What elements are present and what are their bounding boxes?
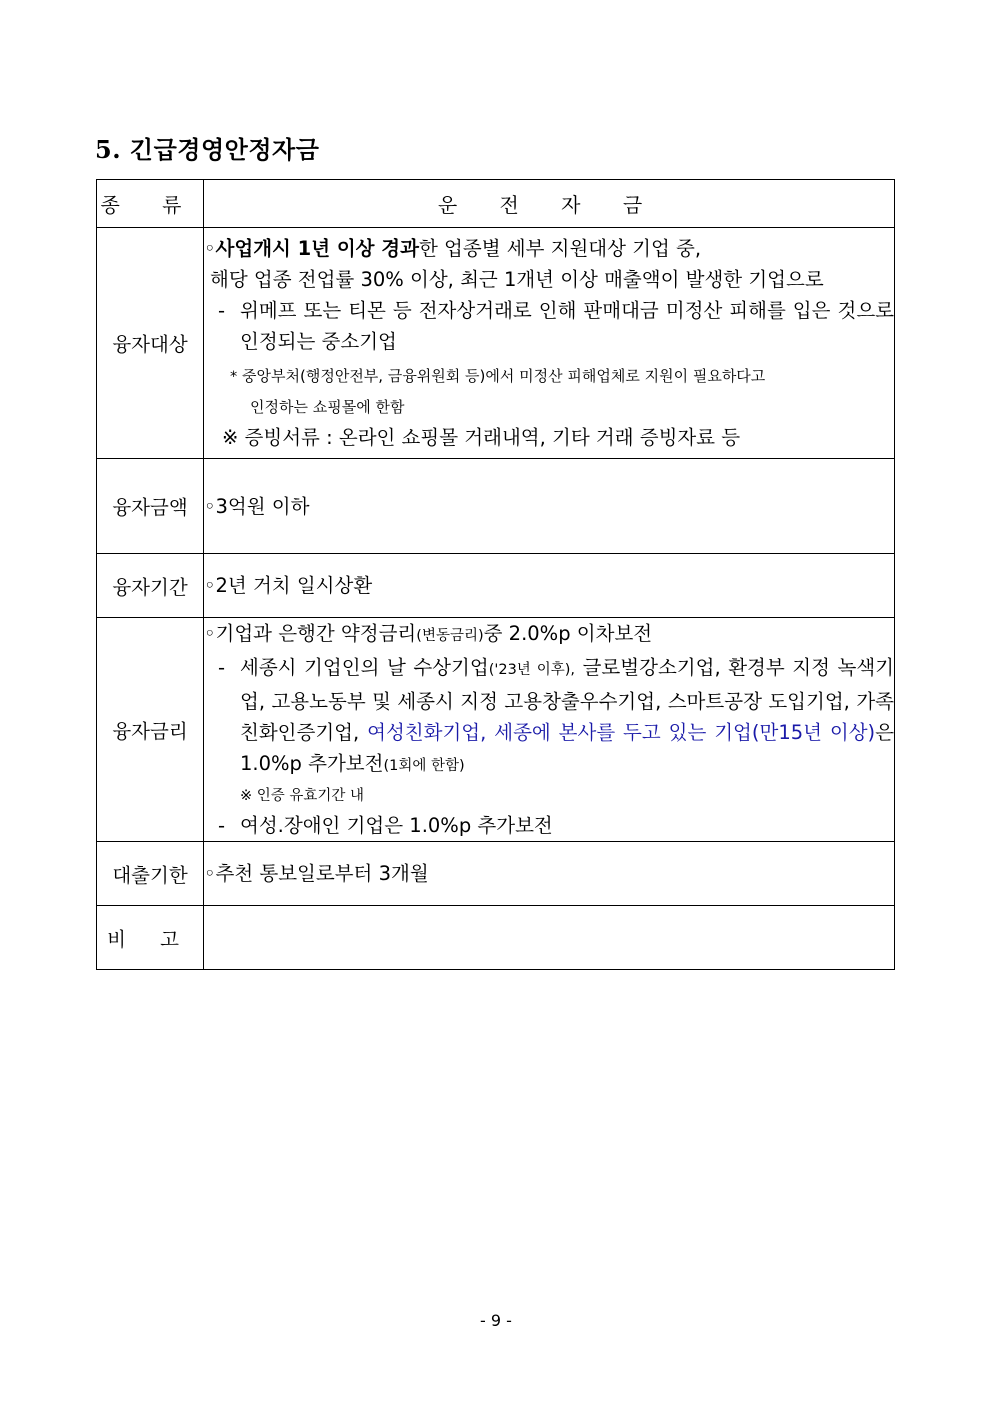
- target-line2: 해당 업종 전업률 30% 이상, 최근 1개년 이상 매출액이 발생한 기업으로: [210, 268, 824, 291]
- section-title: 5. 긴급경영안정자금: [95, 135, 320, 164]
- page-number: - 9 -: [480, 1311, 512, 1330]
- rate-dash-item2: - 여성.장애인 기업은 1.0%p 추가보전: [218, 814, 553, 837]
- rate-dash-item1: - 세종시 기업인의 날 수상기업('23년 이후), 글로벌강소기업, 환경부 지정 녹색기업, 고용노동부 및 세종시 지정 고용창출우수기업, 스마트공장 도입기업, 가족친화인증기업, 여성친화기업, 세종에 본사를 두고 있는 기업(만15년 이상)은 1.0%p 추가보전(1회에 한함): [218, 656, 894, 775]
- content-remarks: [204, 906, 895, 970]
- fund-table: [96, 179, 895, 970]
- rate-reference-note: ※ 인증 유효기간 내: [240, 788, 365, 804]
- header-operating-fund: 운 전 자 금: [204, 180, 895, 228]
- target-reference-note: ※ 증빙서류 : 온라인 쇼핑몰 거래내역, 기타 거래 증빙자료 등: [222, 426, 741, 449]
- row-target: [97, 228, 895, 459]
- rate-line1: ◦기업과 은행간 약정금리(변동금리)중 2.0%p 이차보전: [204, 622, 653, 645]
- rate-highlight: 여성친화기업, 세종에 본사를 두고 있는 기업(만15년 이상): [367, 721, 876, 744]
- row-remarks: [97, 906, 895, 970]
- content-amount: ◦3억원 이하: [204, 459, 895, 554]
- content-target: [204, 228, 895, 459]
- row-period: [97, 554, 895, 618]
- content-rate: [204, 618, 895, 842]
- target-emphasis: 사업개시 1년 이상 경과: [215, 237, 419, 260]
- header-type: 종 류: [97, 180, 204, 228]
- label-rate: 융자금리: [97, 618, 204, 842]
- row-rate: [97, 618, 895, 842]
- target-star-note: * 중앙부처(행정안전부, 금융위원회 등)에서 미정산 피해업체로 지원이 필요하다고 인정하는 쇼핑몰에 한함: [230, 367, 766, 416]
- label-period: 융자기간: [97, 554, 204, 618]
- content-deadline: ◦추천 통보일로부터 3개월: [204, 842, 895, 906]
- row-amount: [97, 459, 895, 554]
- target-line1: ◦사업개시 1년 이상 경과한 업종별 세부 지원대상 기업 중,: [204, 237, 702, 260]
- label-amount: 융자금액: [97, 459, 204, 554]
- label-deadline: 대출기한: [97, 842, 204, 906]
- row-deadline: [97, 842, 895, 906]
- table-header-row: [97, 180, 895, 228]
- label-remarks: 비 고: [97, 906, 204, 970]
- label-target: 융자대상: [97, 228, 204, 459]
- content-period: ◦2년 거치 일시상환: [204, 554, 895, 618]
- target-dash-item: - 위메프 또는 티몬 등 전자상거래로 인해 판매대금 미정산 피해를 입은 것으로 인정되는 중소기업: [218, 299, 894, 353]
